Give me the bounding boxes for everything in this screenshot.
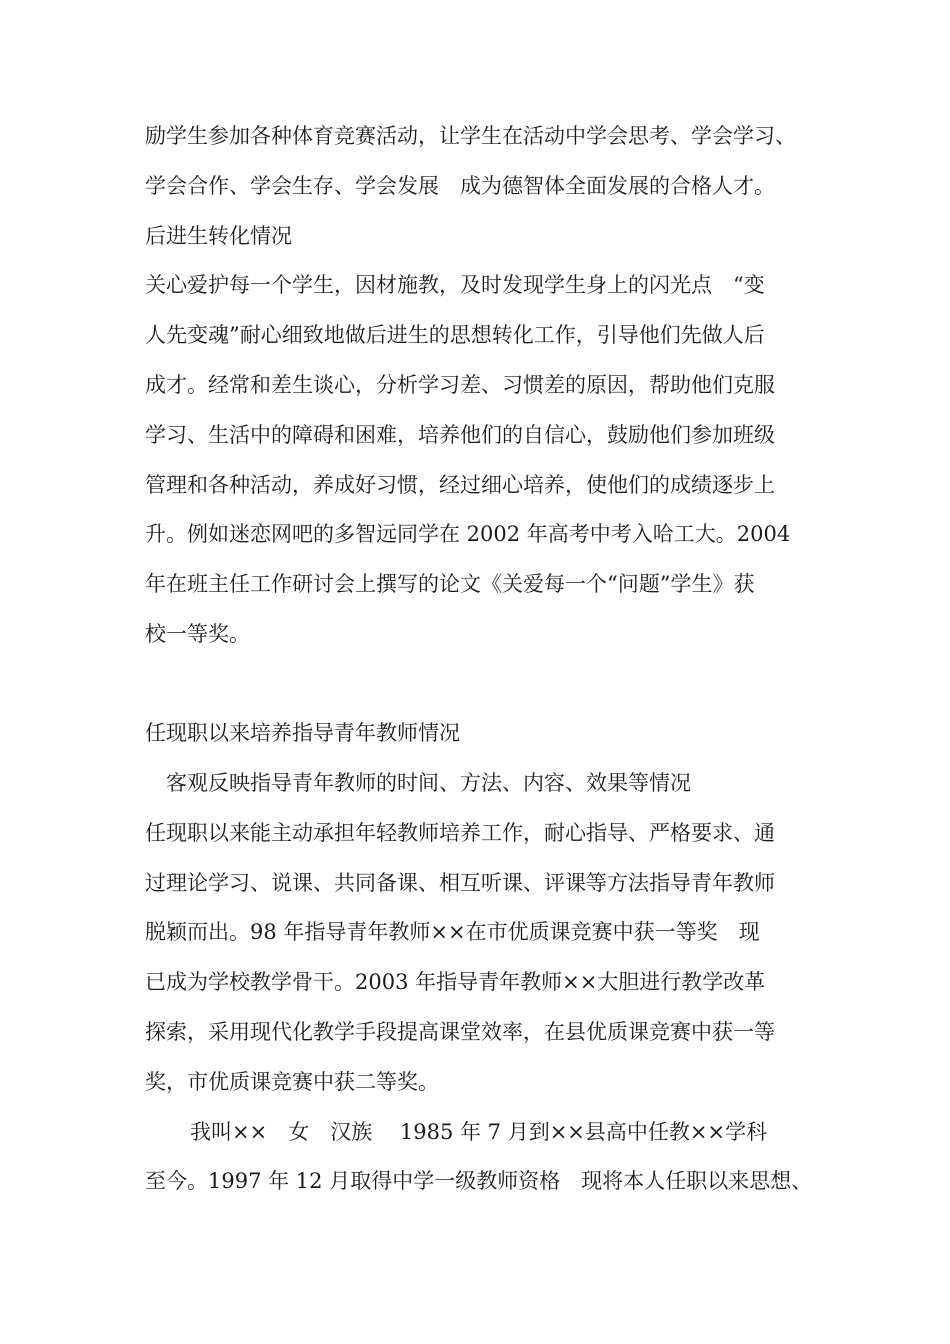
paragraph-line-4: 关心爱护每一个学生，因材施教，及时发现学生身上的闪光点 “变 xyxy=(145,273,765,297)
paragraph-line-19: 奖，市优质课竞赛中获二等奖。 xyxy=(145,1070,439,1094)
paragraph-line-8: 管理和各种活动，养成好习惯，经过细心培养，使他们的成绩逐步上 xyxy=(145,473,775,497)
paragraph-line-11: 校一等奖。 xyxy=(145,622,250,646)
paragraph-line-9: 升。例如迷恋网吧的多智远同学在 2002 年高考中考入哈工大。2004 xyxy=(145,522,791,546)
paragraph-line-17: 已成为学校教学骨干。2003 年指导青年教师××大胆进行教学改革 xyxy=(145,970,766,994)
paragraph-line-5: 人先变魂”耐心细致地做后进生的思想转化工作，引导他们先做人后 xyxy=(145,323,765,347)
section-subheading: 客观反映指导青年教师的时间、方法、内容、效果等情况 xyxy=(166,771,691,795)
section-heading-young-teachers: 任现职以来培养指导青年教师情况 xyxy=(145,721,460,745)
paragraph-line-14: 任现职以来能主动承担年轻教师培养工作，耐心指导、严格要求、通 xyxy=(145,821,775,845)
paragraph-line-16: 脱颖而出。98 年指导青年教师××在市优质课竞赛中获一等奖 现 xyxy=(145,920,760,944)
paragraph-line-6: 成才。经常和差生谈心，分析学习差、习惯差的原因，帮助他们克服 xyxy=(145,373,775,397)
paragraph-line-1: 励学生参加各种体育竞赛活动，让学生在活动中学会思考、学会学习、 xyxy=(145,124,796,148)
paragraph-line-10: 年在班主任工作研讨会上撰写的论文《关爱每一个“问题”学生》获 xyxy=(145,572,755,596)
paragraph-line-21: 至今。1997 年 12 月取得中学一级教师资格 现将本人任职以来思想、 xyxy=(145,1169,813,1193)
paragraph-line-7: 学习、生活中的障碍和困难，培养他们的自信心，鼓励他们参加班级 xyxy=(145,423,775,447)
paragraph-line-18: 探索，采用现代化教学手段提高课堂效率，在县优质课竞赛中获一等 xyxy=(145,1020,775,1044)
paragraph-line-15: 过理论学习、说课、共同备课、相互听课、评课等方法指导青年教师 xyxy=(145,871,775,895)
paragraph-line-20: 我叫×× 女 汉族 1985 年 7 月到××县高中任教××学科 xyxy=(190,1120,768,1144)
section-heading-underachiever: 后进生转化情况 xyxy=(145,224,292,248)
paragraph-line-2: 学会合作、学会生存、学会发展 成为德智体全面发展的合格人才。 xyxy=(145,174,775,198)
